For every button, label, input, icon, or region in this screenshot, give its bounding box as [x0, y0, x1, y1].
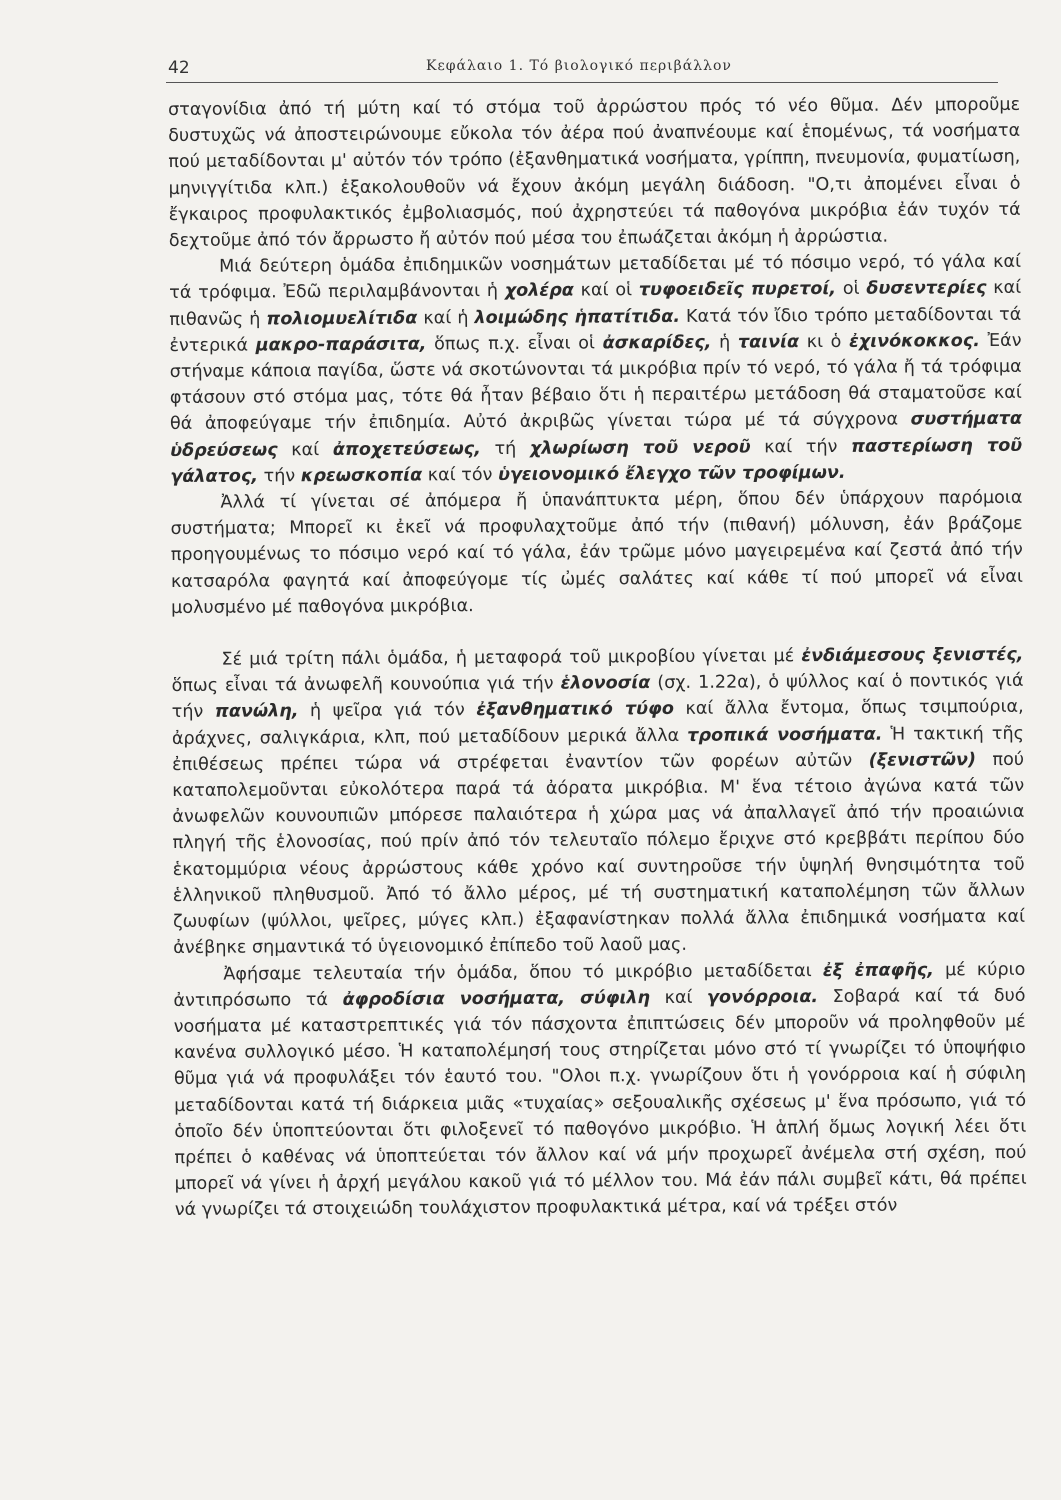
text-run: Σοβαρά καί τά δυό νοσήματα μέ καταστρεπτικές γιά τόν πάσχοντα ἐπιπτώσεις δέν μποροῦν νά προληφθοῦν μέ κανένα συλλογικό μέσο. Ἡ καταπολέμησή τους στηρίζεται μόνο στό τί γνωρίζει τό ὑποψήφιο θῦμα γιά νά προφυλάξει τόν ἑαυτό του. "Ολοι π.χ. γνωρίζουν ὅτι ἡ γονόρροια καί ἡ σύφιλη μεταδίδονται κατά τή διάρκεια μιᾶς «τυχαίας» σεξουαλικῆς σχέσεως μ' ἕνα πρόσωπο, γιά τό ὁποῖο δέν ὑποπτεύονται ὅτι φιλοξενεῖ τό παθογόνο μικρόβιο. Ἡ ἁπλή ὅμως λογική λέει ὅτι πρέπει ὁ καθένας νά ὑποπτεύεται τόν ἄλλον καί νά μήν προχωρεῖ ἀνέμελα στή σχέση, πού μπορεῖ νά γίνει ἡ ἀρχή μεγάλου κακοῦ γιά τό μέλλον του. Μά ἐάν πάλι συμβεῖ κάτι, θά πρέπει νά γνωρίζει τά στοιχειώδη τουλάχιστον προφυλακτικά μέτρα, καί νά τρέξει στόν [173, 985, 1027, 1221]
emphasized-term: ἐξ ἐπαφῆς, [822, 959, 934, 981]
text-run: ἡ [711, 332, 738, 353]
text-run: καί τόν [422, 464, 499, 486]
emphasized-term: ἀφροδίσια νοσήματα, σύφιλη [342, 987, 651, 1010]
text-run: ὅπως π.χ. εἶναι οἱ [426, 333, 603, 355]
body-text [168, 92, 1027, 1224]
emphasized-term: γονόρροια. [706, 986, 819, 1008]
emphasized-term: ἐχινόκοκκος. [849, 330, 980, 352]
paragraph-3 [170, 485, 1023, 621]
emphasized-term: ὑγειονομικό ἔλεγχο τῶν τροφίμων. [497, 462, 846, 485]
emphasized-term: ταινία [737, 331, 800, 353]
text-run: τή [480, 438, 531, 459]
text-run: πού καταπολεμοῦνται εὐκολότερα παρά τά ἀόρατα μικρόβια. Μ' ἕνα τέτοιο ἀγώνα κατά τῶν ἀνωφελῶν κουνουπιῶν μπόρεσε παλαιότερα ἡ χώρα μας νά ἀπαλλαγεῖ ἀπό τήν προαιώνια πληγή τῆς ἑλονοσίας, πού πρίν ἀπό τόν τελευταῖο πόλεμο ἔριχνε στό κρεββάτι περίπου δύο ἑκατομμύρια νέους ἀρρώστους κάθε χρόνο καί συντηροῦσε τήν ὑψηλή θνησιμότητα τοῦ ἑλληνικοῦ πληθυσμοῦ. Ἀπό τό ἄλλο μέρος, μέ τή συστηματική καταπολέμηση τῶν ἄλλων ζωυφίων (ψύλλοι, ψεῖρες, μύγες κλπ.) ἐξαφανίστηκαν πολλά ἄλλα ἐπιδημικά νοσήματα καί ἀνέβηκε σημαντικά τό ὑγειονομικό ἐπίπεδο τοῦ λαοῦ μας. [172, 749, 1026, 959]
text-run: καί ἄλλα ἔντομα, ὅπως τσιμπούρια, ἀράχνες, σαλιγκάρια, κλπ, πού μεταδίδουν μερικά ἄλλα [171, 697, 1024, 749]
text-run: Ἀφήσαμε τελευταία τήν ὁμάδα, ὅπου τό μικρόβιο μεταδίδεται [223, 960, 823, 985]
text-run: ὅπως εἶναι τά ἀνωφελῆ κουνούπια γιά τήν [171, 673, 561, 697]
page-header [168, 58, 997, 82]
emphasized-term: μακρο-παράσιτα, [255, 334, 427, 356]
text-run: καί πιθανῶς ἡ [169, 278, 1022, 330]
text-run: καί [649, 987, 708, 1008]
paragraph-2 [169, 249, 1022, 490]
emphasized-term: δυσεντερίες [866, 278, 987, 300]
text-run: καί τήν [750, 436, 852, 458]
emphasized-term: παστερίωση τοῦ γάλατος, [170, 435, 1023, 487]
text-run: Ἡ τακτική τῆς ἐπιθέσεως πρέπει τώρα νά στρέφεται ἐναντίον τῶν φορέων αὐτῶν [172, 723, 1024, 775]
text-run: κι ὁ [798, 331, 850, 352]
paragraph-4 [171, 642, 1025, 962]
emphasized-term: ἐνδιάμεσους ξενιστές, [801, 644, 1024, 667]
paragraph-5 [173, 956, 1027, 1223]
emphasized-term: ἑλονοσία [560, 673, 651, 694]
text-run: (σχ. 1.22α), ὁ ψύλλος καί ὁ ποντικός γιά τήν [171, 671, 1024, 723]
paragraph-1 [168, 92, 1021, 254]
text-run: Ἀλλά τί γίνεται σέ ἀπόμερα ἤ ὑπανάπτυκτα μέρη, ὅπου δέν ὑπάρχουν παρόμοια συστήματα; Μπορεῖ κι ἐκεῖ νά προφυλαχτοῦμε ἀπό τήν (πιθανή) μόλυνση, ἐάν βράζομε προηγουμένως το πόσιμο νερό καί τό γάλα, ἐάν τρῶμε μόνο μαγειρεμένα καί ζεστά ἀπό τήν κατσαρόλα φαγητά καί ἀποφεύγομε τίς ὠμές σαλάτες καί κάθε τί πού μπορεῖ νά εἶναι μολυσμένο μέ παθογόνα μικρόβια. [170, 487, 1024, 618]
header-rule [166, 82, 998, 83]
text-run: Κατά τόν ἴδιο τρόπο μεταδίδονται τά ἐντερικά [169, 304, 1022, 356]
emphasized-term: πολιομυελίτιδα [266, 308, 418, 330]
text-run: καί ἡ [417, 307, 475, 329]
text-run: οἱ [835, 279, 867, 300]
text-run: καί οἱ [573, 280, 639, 301]
text-run: Σέ μιά τρίτη πάλι ὁμάδα, ἡ μεταφορά τοῦ μικροβίου γίνεται μέ [221, 646, 802, 670]
text-run: μέ κύριο ἀντιπρόσωπο τά [173, 959, 1026, 1011]
page-number: 42 [168, 58, 190, 78]
emphasized-term: τροπικά νοσήματα. [687, 724, 883, 746]
emphasized-term: χλωρίωση τοῦ νεροῦ [529, 437, 751, 459]
running-title: Κεφάλαιο 1. Τό βιολογικό περιβάλλον [426, 58, 732, 74]
text-run: Ἐάν στήναμε κάποια παγίδα, ὥστε νά σκοτώνονται τά μικρόβια πρίν τό νερό, τό γάλα ἤ τά τρόφιμα φτάσουν στό στόμα μας, τότε θά ἦταν βέβαιο ὅτι ἡ περαιτέρω μετάδοση θά σταματοῦσε καί θά ἀποφεύγαμε τήν ἐπιδημία. Αὐτό ἀκριβῶς γίνεται τώρα μέ τά σύγχρονα [169, 330, 1022, 435]
emphasized-term: ἐξανθηματικό τύφο [476, 699, 674, 721]
text-run: σταγονίδια ἀπό τή μύτη καί τό στόμα τοῦ ἀρρώστου πρός τό νέο θῦμα. Δέν μποροῦμε δυστυχῶς νά ἀποστειρώνουμε εὔκολα τόν ἀέρα πού ἀναπνέουμε καί ἑπομένως, τά νοσήματα πού μεταδίδονται μ' αὐτόν τόν τρόπο (ἐξανθηματικά νοσήματα, γρίππη, πνευμονία, φυματίωση, μηνιγγίτιδα κλπ.) ἐξακολουθοῦν νά ἔχουν ἀκόμη μεγάλη διάδοση. "Ο,τι ἀπομένει εἶναι ὁ ἔγκαιρος προφυλακτικός ἐμβολιασμός, πού ἀχρηστεύει τά παθογόνα μικρόβια ἐάν τυχόν τά δεχτοῦμε ἀπό τόν ἄρρωστο ἤ αὐτόν πού μέσα του ἐπωάζεται ἀκόμη ἡ ἀρρώστια. [168, 94, 1021, 252]
emphasized-term: (ξενιστῶν) [868, 749, 977, 771]
emphasized-term: ἀποχετεύσεως, [332, 438, 481, 460]
text-run: καί [277, 439, 333, 460]
text-run: τήν [257, 466, 301, 487]
text-run: Μιά δεύτερη ὁμάδα ἐπιδημικῶν νοσημάτων μεταδίδεται μέ τό πόσιμο νερό, τό γάλα καί τά τρόφιμα. Ἐδῶ περιλαμβάνονται ἡ [169, 252, 1022, 304]
emphasized-term: λοιμώδης ἡπατίτιδα. [474, 306, 681, 328]
emphasized-term: πανώλη, [214, 701, 299, 723]
text-run: ἡ ψεῖρα γιά τόν [298, 700, 477, 722]
emphasized-term: κρεωσκοπία [300, 465, 423, 487]
emphasized-term: χολέρα [504, 280, 574, 302]
emphasized-term: συστήματα ὑδρεύσεως [170, 409, 1023, 461]
emphasized-term: τυφοειδεῖς πυρετοί, [638, 279, 837, 301]
emphasized-term: ἀσκαρίδες, [602, 332, 712, 354]
